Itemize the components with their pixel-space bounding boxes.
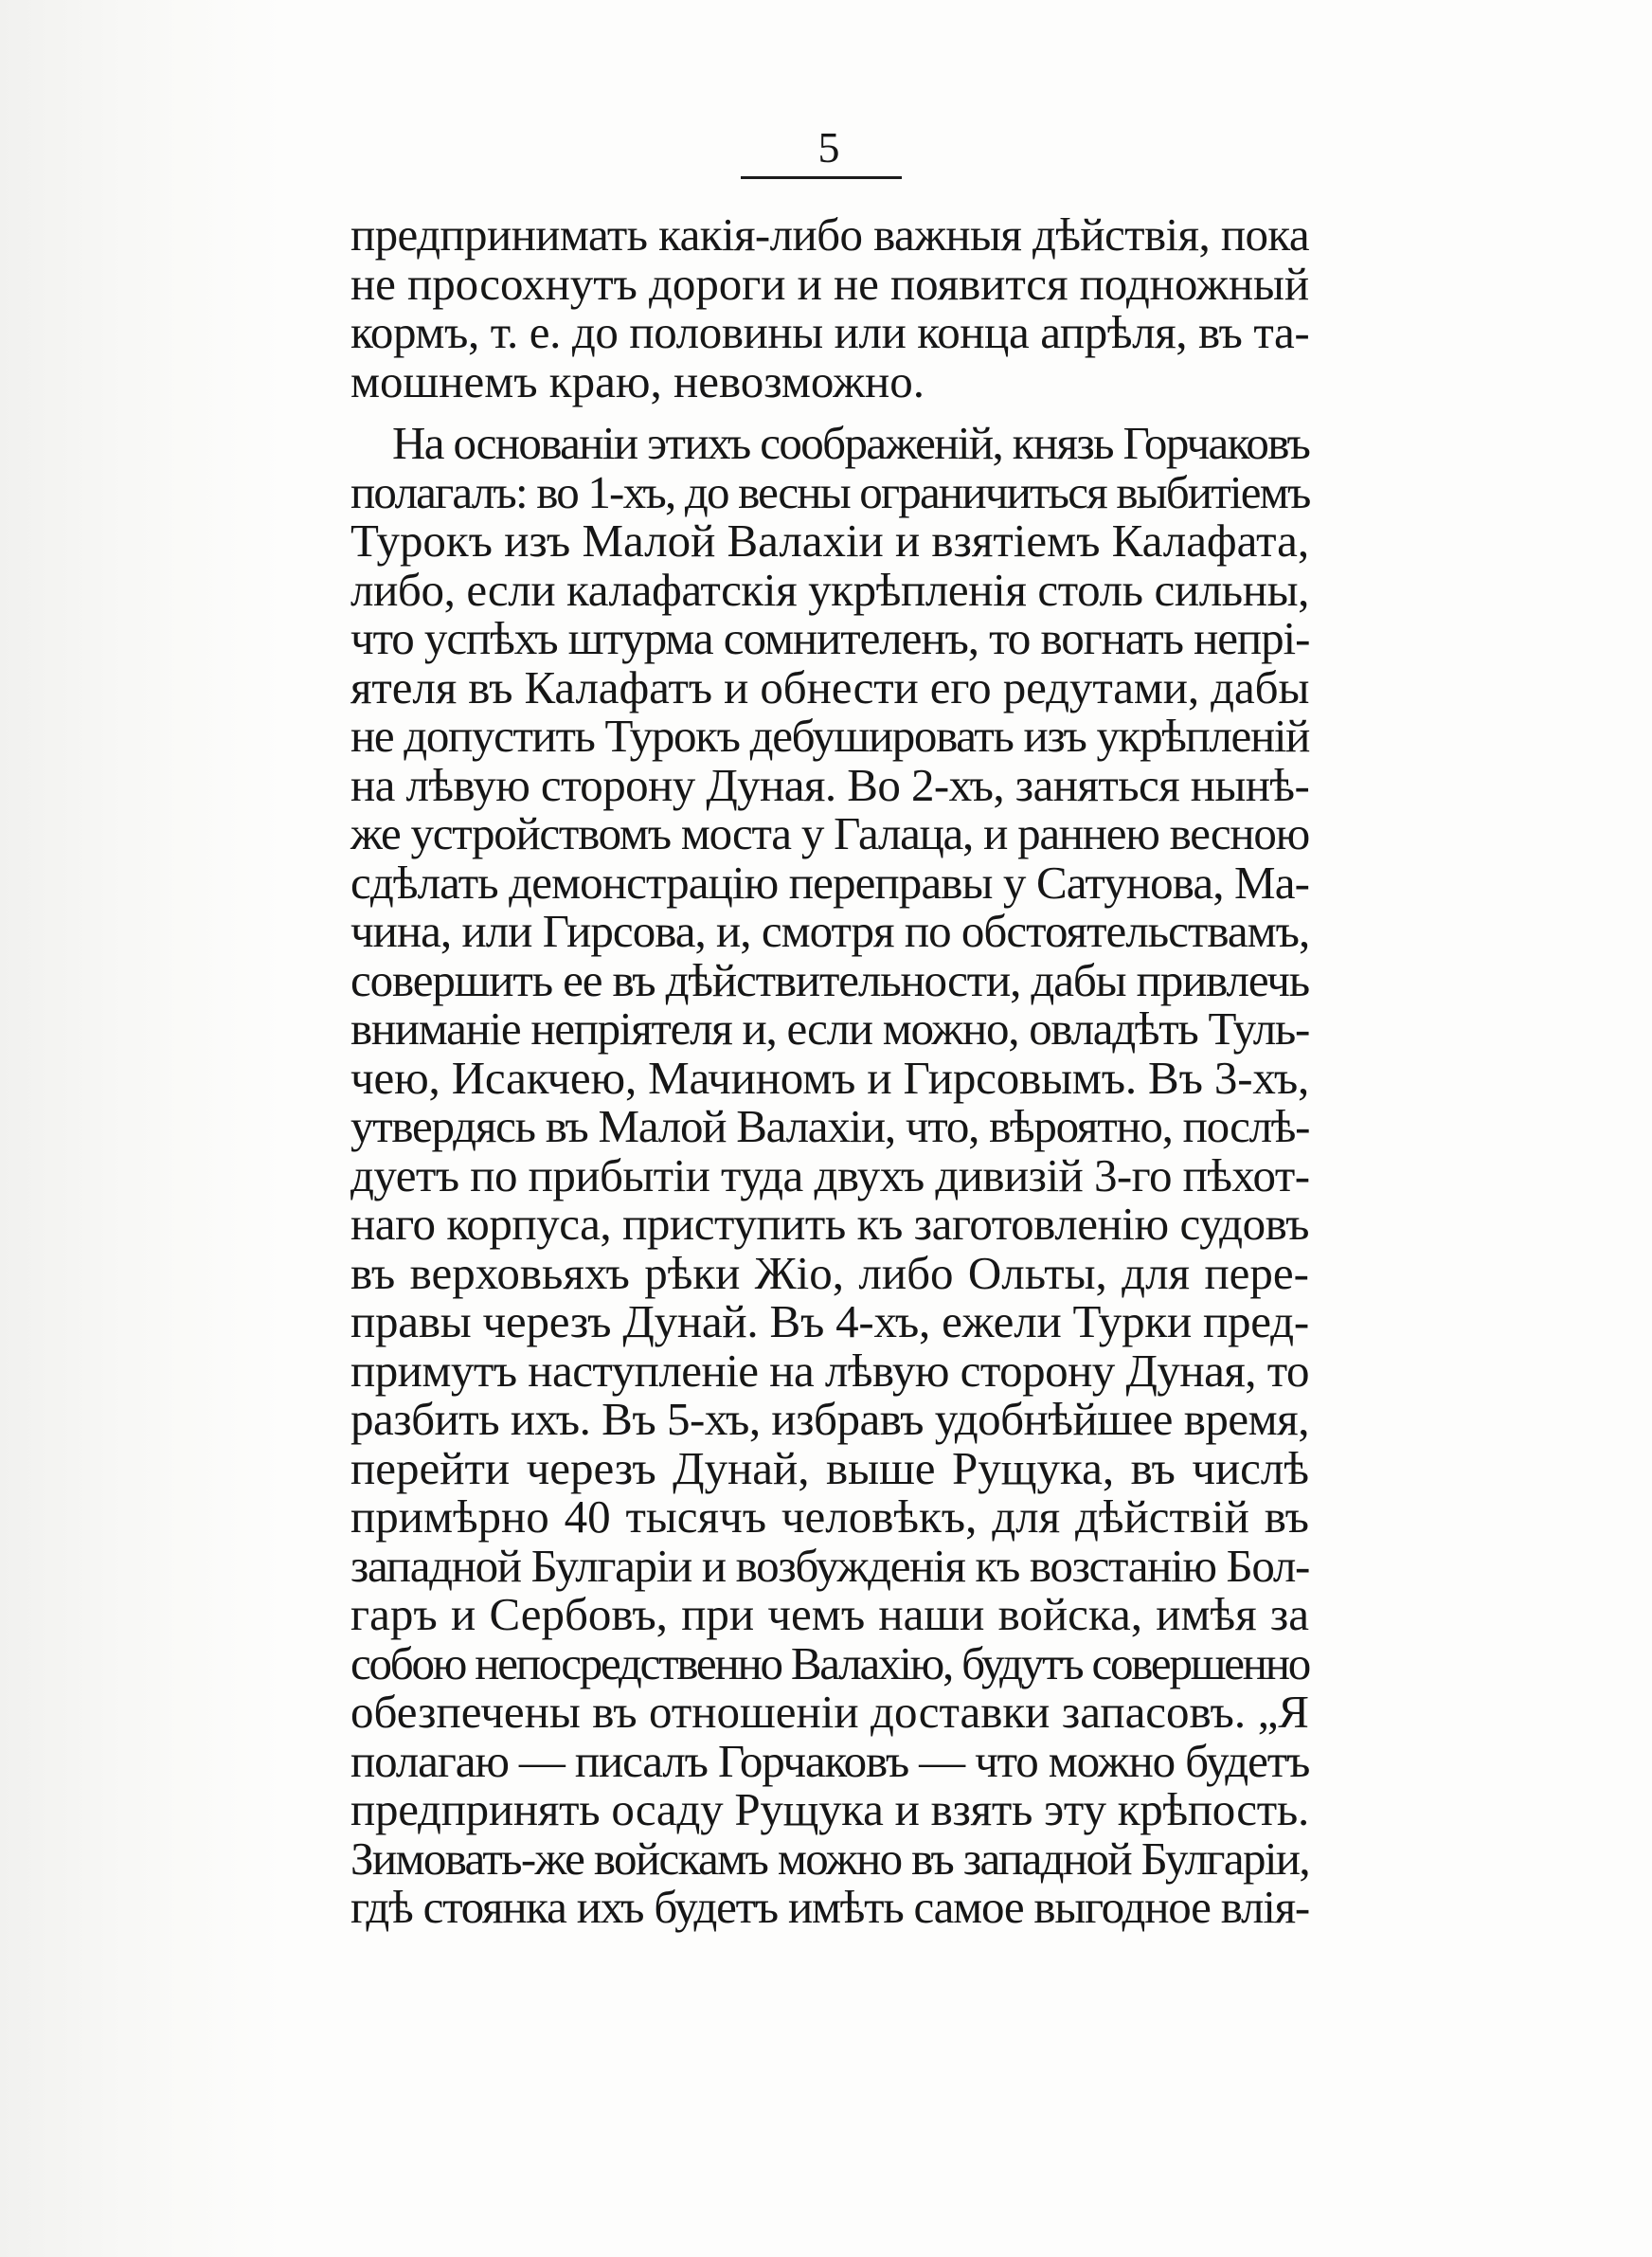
text-line: обезпечены въ отношеніи доставки запасовъ. „Я xyxy=(350,1686,1309,1738)
text-line: предпринимать какія-либо важныя дѣйствія, пока xyxy=(350,208,1310,261)
text-line: На основаніи этихъ соображеній, князь Горчаковъ xyxy=(392,417,1310,469)
text-line: утвердясь въ Малой Валахіи, что, вѣроятно, послѣ- xyxy=(350,1100,1310,1152)
text-line: мошнемъ краю, невозможно. xyxy=(350,354,925,407)
text-line: же устройствомъ моста у Галаца, и раннею весною xyxy=(350,807,1309,859)
text-line: западной Булгаріи и возбужденія къ возстанію Бол- xyxy=(350,1539,1309,1592)
paragraph xyxy=(350,210,1309,406)
text-line: дуетъ по прибытіи туда двухъ дивизій 3-го пѣхот- xyxy=(350,1148,1310,1201)
text-line: Турокъ изъ Малой Валахіи и взятіемъ Калафата, xyxy=(350,515,1310,567)
text-line: на лѣвую сторону Дуная. Во 2-хъ, заняться нынѣ- xyxy=(350,758,1310,811)
text-line: примутъ наступленіе на лѣвую сторону Дуная, то xyxy=(350,1344,1309,1397)
page-number: 5 xyxy=(817,123,840,172)
page-number-rule xyxy=(741,176,902,179)
text-line: вниманіе непріятеля и, если можно, овладѣть Туль- xyxy=(350,1002,1309,1055)
text-line: сдѣлать демонстрацію переправы у Сатунова, Ма- xyxy=(350,856,1309,909)
text-line: чина, или Гирсова, и, смотря по обстоятельствамъ, xyxy=(350,905,1310,957)
scan-edge-shading xyxy=(0,0,284,2257)
text-line: гаръ и Сербовъ, при чемъ наши войска, имѣя за xyxy=(350,1588,1309,1640)
text-line: правы черезъ Дунай. Въ 4-хъ, ежели Турки пред- xyxy=(350,1295,1309,1347)
text-line: собою непосредственно Валахію, будутъ совершенно xyxy=(350,1636,1309,1689)
text-line: что успѣхъ штурма сомнителенъ, то вогнать непрі- xyxy=(350,612,1310,664)
text-line: гдѣ стоянка ихъ будетъ имѣть самое выгодное влія- xyxy=(350,1881,1309,1933)
text-line: полагаю — писалъ Горчаковъ — что можно будетъ xyxy=(350,1734,1310,1787)
text-line: полагалъ: во 1-хъ, до весны ограничиться выбитіемъ xyxy=(350,465,1310,518)
text-line: разбить ихъ. Въ 5-хъ, избравъ удобнѣйшее время, xyxy=(350,1393,1309,1445)
text-line: примѣрно 40 тысячъ человѣкъ, для дѣйствій въ xyxy=(350,1490,1309,1543)
text-line: наго корпуса, приступить къ заготовленію судовъ xyxy=(350,1198,1309,1250)
text-line: перейти черезъ Дунай, выше Рущука, въ числѣ xyxy=(350,1441,1309,1494)
text-line: предпринять осаду Рущука и взять эту крѣпость. xyxy=(350,1783,1309,1835)
text-line: чею, Исакчею, Мачиномъ и Гирсовымъ. Въ 3-хъ, xyxy=(350,1051,1310,1104)
text-line: совершить ее въ дѣйствительности, дабы привлечь xyxy=(350,953,1309,1006)
text-line: либо, если калафатскія укрѣпленія столь сильны, xyxy=(350,563,1309,616)
text-line: Зимовать-же войскамъ можно въ западной Булгаріи, xyxy=(350,1832,1309,1885)
text-line: не допустить Турокъ дебушировать изъ укрѣпленій xyxy=(350,710,1309,762)
text-line: не просохнутъ дороги и не появится подножный xyxy=(350,257,1309,310)
page-body xyxy=(350,210,1309,1932)
text-line: кормъ, т. е. до половины или конца апрѣля, въ та- xyxy=(350,306,1310,358)
text-line: ятеля въ Калафатъ и обнести его редутами, дабы xyxy=(350,660,1310,713)
text-line: въ верховьяхъ рѣки Жіо, либо Ольты, для пере- xyxy=(350,1246,1309,1299)
paragraph xyxy=(350,419,1309,1932)
